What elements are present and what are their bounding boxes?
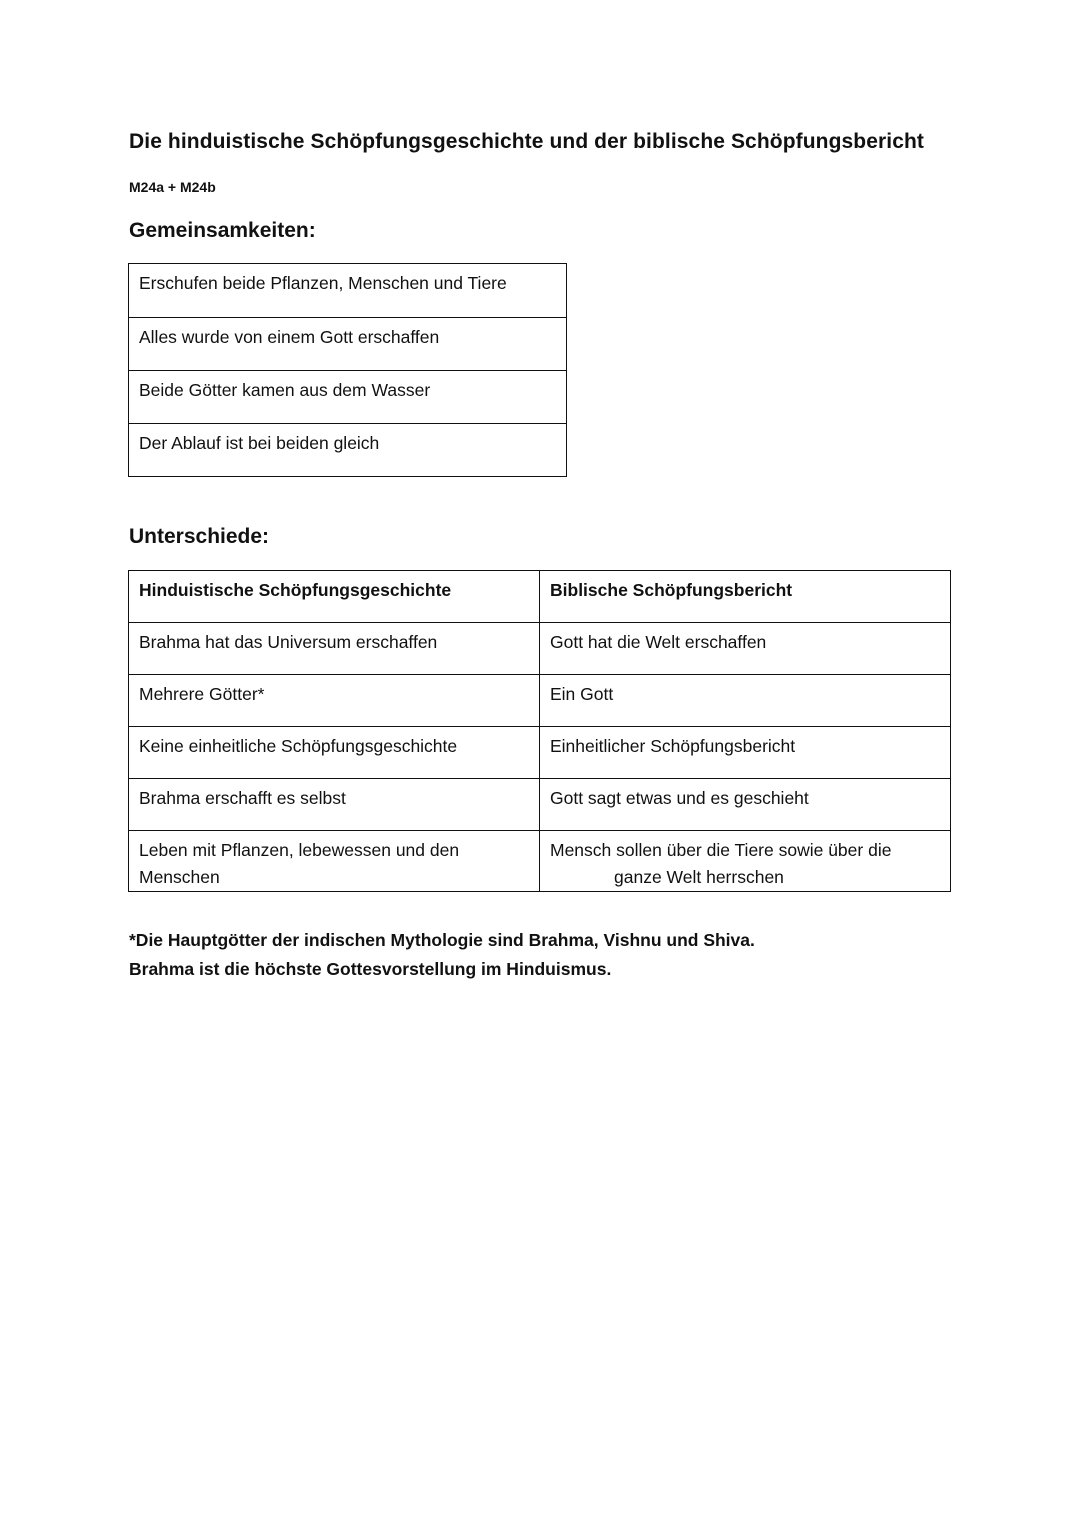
footnote-line-1: *Die Hauptgötter der indischen Mythologie sind Brahma, Vishnu und Shiva. [129, 930, 755, 950]
hindu-cell: Brahma erschafft es selbst [129, 779, 540, 831]
bible-cell-line2: ganze Welt herrschen [614, 867, 784, 887]
footnote [129, 926, 755, 984]
column-header-bible: Biblische Schöpfungsbericht [540, 571, 951, 623]
table-row [129, 424, 567, 477]
table-row [129, 264, 567, 318]
hindu-cell: Keine einheitliche Schöpfungsgeschichte [129, 727, 540, 779]
table-row [129, 623, 951, 675]
table-row [129, 675, 951, 727]
differences-table [128, 570, 951, 892]
common-cell: Beide Götter kamen aus dem Wasser [129, 371, 567, 424]
table-row [129, 779, 951, 831]
hindu-cell: Brahma hat das Universum erschaffen [129, 623, 540, 675]
differences-heading: Unterschiede: [129, 525, 270, 548]
hindu-cell: Mehrere Götter* [129, 675, 540, 727]
common-cell: Der Ablauf ist bei beiden gleich [129, 424, 567, 477]
common-heading: Gemeinsamkeiten: [129, 219, 316, 242]
footnote-line-2: Brahma ist die höchste Gottesvorstellung im Hinduismus. [129, 959, 612, 979]
document-title: Die hinduistische Schöpfungsgeschichte und der biblische Schöpfungsbericht [129, 130, 924, 153]
bible-cell: Einheitlicher Schöpfungsbericht [540, 727, 951, 779]
document-subtitle: M24a + M24b [129, 179, 216, 195]
bible-cell-line1: Mensch sollen über die Tiere sowie über die [550, 840, 892, 860]
table-row [129, 318, 567, 371]
common-cell: Alles wurde von einem Gott erschaffen [129, 318, 567, 371]
column-header-hindu: Hinduistische Schöpfungsgeschichte [129, 571, 540, 623]
bible-cell [540, 831, 951, 892]
hindu-cell: Leben mit Pflanzen, lebewessen und den Menschen [129, 831, 540, 892]
common-cell: Erschufen beide Pflanzen, Menschen und Tiere [129, 264, 567, 318]
bible-cell: Gott sagt etwas und es geschieht [540, 779, 951, 831]
common-table [128, 263, 567, 477]
bible-cell: Ein Gott [540, 675, 951, 727]
table-row [129, 831, 951, 892]
table-header-row [129, 571, 951, 623]
table-row [129, 371, 567, 424]
table-row [129, 727, 951, 779]
bible-cell: Gott hat die Welt erschaffen [540, 623, 951, 675]
